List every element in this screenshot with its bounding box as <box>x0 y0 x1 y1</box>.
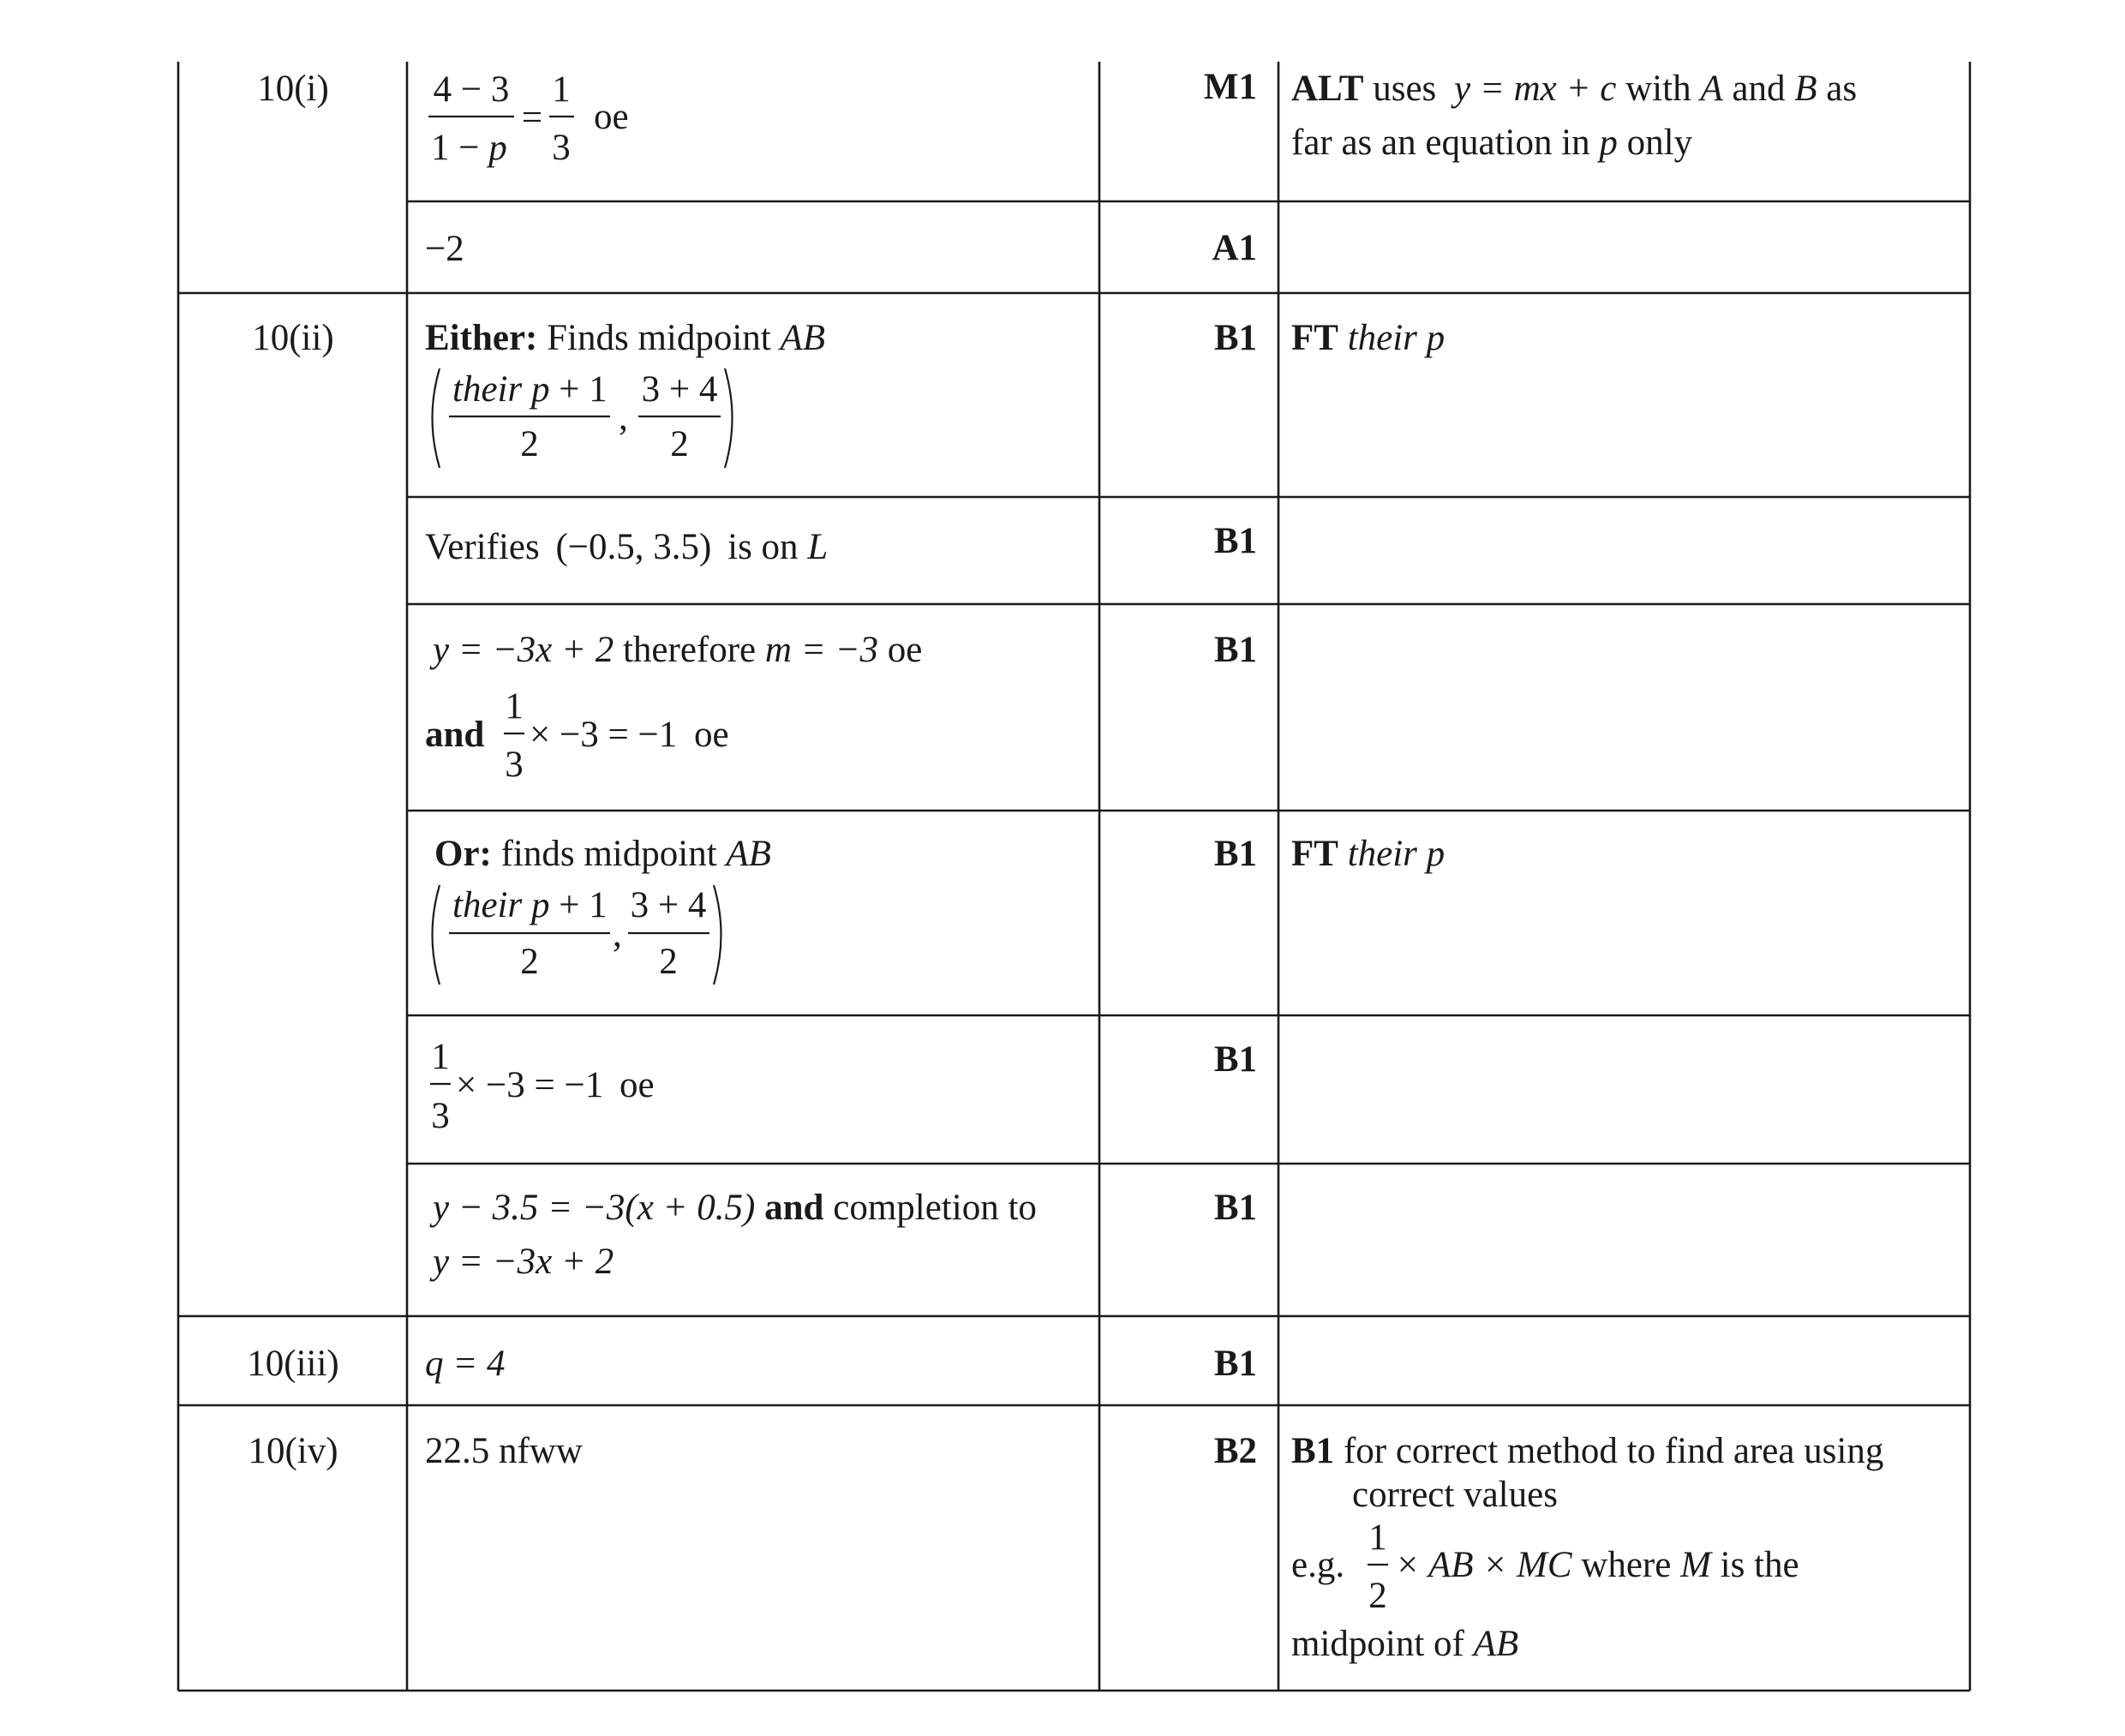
answer-10ii-perpendicular <box>430 1037 655 1136</box>
fraction-numerator: their p + 1 <box>452 885 608 925</box>
guidance-line: × AB × MC where M is the <box>1395 1545 1799 1585</box>
guidance-line: FT their p <box>1291 834 1446 874</box>
answer-10ii-gradient <box>425 630 922 785</box>
guidance-line: ALT uses y = mx + c with A and B as <box>1291 69 1858 109</box>
fraction-numerator: 3 + 4 <box>630 885 707 925</box>
question-label-10ii: 10(ii) <box>252 318 334 358</box>
answer-10iv: 22.5 nfww <box>425 1431 583 1471</box>
guidance-line: correct values <box>1352 1475 1558 1515</box>
fraction-denominator: 2 <box>520 942 539 982</box>
and-label: and <box>425 715 485 755</box>
mark-10iii: B1 <box>1213 1344 1257 1384</box>
answer-10ii-line-equation <box>429 1188 1037 1282</box>
guidance-line: far as an equation in p only <box>1291 123 1693 163</box>
answer-10i-1 <box>428 69 629 168</box>
equals-sign: = <box>521 98 543 138</box>
fraction-denominator: 2 <box>670 424 689 464</box>
fraction-denominator: 2 <box>1368 1576 1387 1616</box>
guidance-line: FT their p <box>1291 318 1446 358</box>
guidance-10iv <box>1291 1431 1883 1664</box>
eg-label: e.g. <box>1291 1545 1345 1585</box>
answer-10ii-either <box>425 318 825 468</box>
mark-10i-1: M1 <box>1203 67 1257 107</box>
oe-label: oe <box>620 1065 655 1105</box>
answer-line: y − 3.5 = −3(x + 0.5) and completion to <box>433 1188 1037 1228</box>
mark-10ii-4: B1 <box>1213 834 1257 874</box>
answer-10ii-or <box>433 834 771 985</box>
fraction-denominator: 3 <box>552 128 571 168</box>
fraction-numerator: 3 + 4 <box>641 369 718 410</box>
fraction-numerator: their p + 1 <box>452 369 608 410</box>
expression: × −3 = −1 <box>530 715 678 755</box>
comma: , <box>613 914 622 955</box>
mark-10ii-6: B1 <box>1213 1188 1257 1228</box>
expression: × −3 = −1 <box>456 1065 604 1105</box>
mark-10ii-2: B1 <box>1213 521 1257 561</box>
mark-10iv: B2 <box>1213 1431 1257 1471</box>
guidance-10i-1 <box>1291 69 1857 163</box>
answer-line: y = −3x + 2 <box>433 1242 614 1282</box>
mark-10ii-5: B1 <box>1213 1039 1257 1080</box>
guidance-line: B1 for correct method to find area using <box>1291 1431 1884 1471</box>
fraction-denominator: 3 <box>505 745 524 785</box>
fraction-numerator: 4 − 3 <box>433 69 510 110</box>
answer-10iii: q = 4 <box>425 1344 506 1384</box>
guidance-line: midpoint of AB <box>1291 1624 1519 1664</box>
fraction-denominator: 3 <box>431 1096 450 1136</box>
question-label-10iv: 10(iv) <box>248 1431 338 1471</box>
mark-10ii-1: B1 <box>1213 318 1257 358</box>
answer-line: y = −3x + 2 therefore m = −3 oe <box>433 630 923 670</box>
fraction-denominator: 2 <box>659 942 678 982</box>
fraction-numerator: 1 <box>1368 1518 1387 1558</box>
fraction-numerator: 1 <box>505 686 524 727</box>
question-label-10iii: 10(iii) <box>247 1344 339 1384</box>
guidance-10ii-either <box>1291 318 1445 358</box>
guidance-10ii-or <box>1291 834 1445 874</box>
fraction-numerator: 1 <box>431 1037 450 1077</box>
comma: , <box>619 398 628 438</box>
oe-label: oe <box>594 97 629 137</box>
answer-line: Either: Finds midpoint AB <box>425 318 826 358</box>
fraction-denominator: 2 <box>520 424 539 464</box>
mark-10i-2: A1 <box>1212 228 1257 268</box>
answer-10ii-verifies: Verifies (−0.5, 3.5) is on L <box>425 527 829 567</box>
question-label-10i: 10(i) <box>257 69 329 109</box>
answer-line: Or: finds midpoint AB <box>434 834 771 874</box>
fraction-numerator: 1 <box>552 69 571 110</box>
mark-10ii-3: B1 <box>1213 630 1257 670</box>
answer-10i-2: −2 <box>425 229 464 269</box>
fraction-denominator: 1 − p <box>431 128 507 168</box>
oe-label: oe <box>694 715 729 755</box>
